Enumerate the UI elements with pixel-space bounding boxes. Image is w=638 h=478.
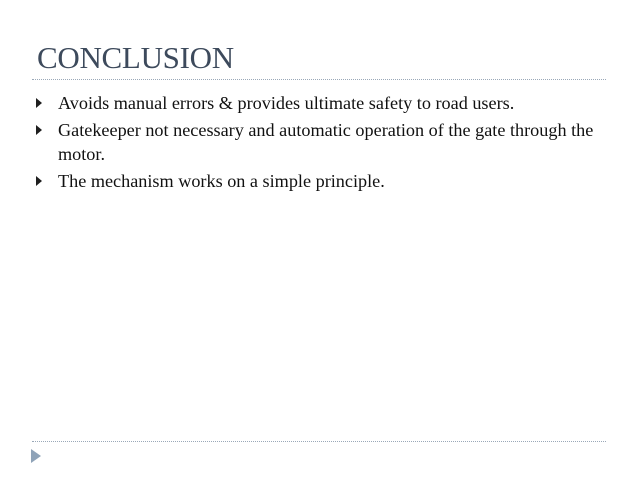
footer-divider	[32, 441, 606, 442]
title-divider	[32, 79, 606, 80]
triangle-bullet-icon	[36, 125, 42, 135]
bullet-text: Gatekeeper not necessary and automatic operation of the gate through the motor.	[58, 120, 594, 164]
footer-triangle-icon	[31, 449, 41, 463]
bullet-list	[33, 91, 603, 196]
bullet-item	[33, 91, 603, 115]
bullet-text: Avoids manual errors & provides ultimate safety to road users.	[58, 93, 515, 113]
triangle-bullet-icon	[36, 176, 42, 186]
bullet-item	[33, 169, 603, 193]
triangle-bullet-icon	[36, 98, 42, 108]
bullet-item	[33, 118, 603, 166]
slide-title: CONCLUSION	[37, 40, 234, 75]
bullet-text: The mechanism works on a simple principle.	[58, 171, 385, 191]
